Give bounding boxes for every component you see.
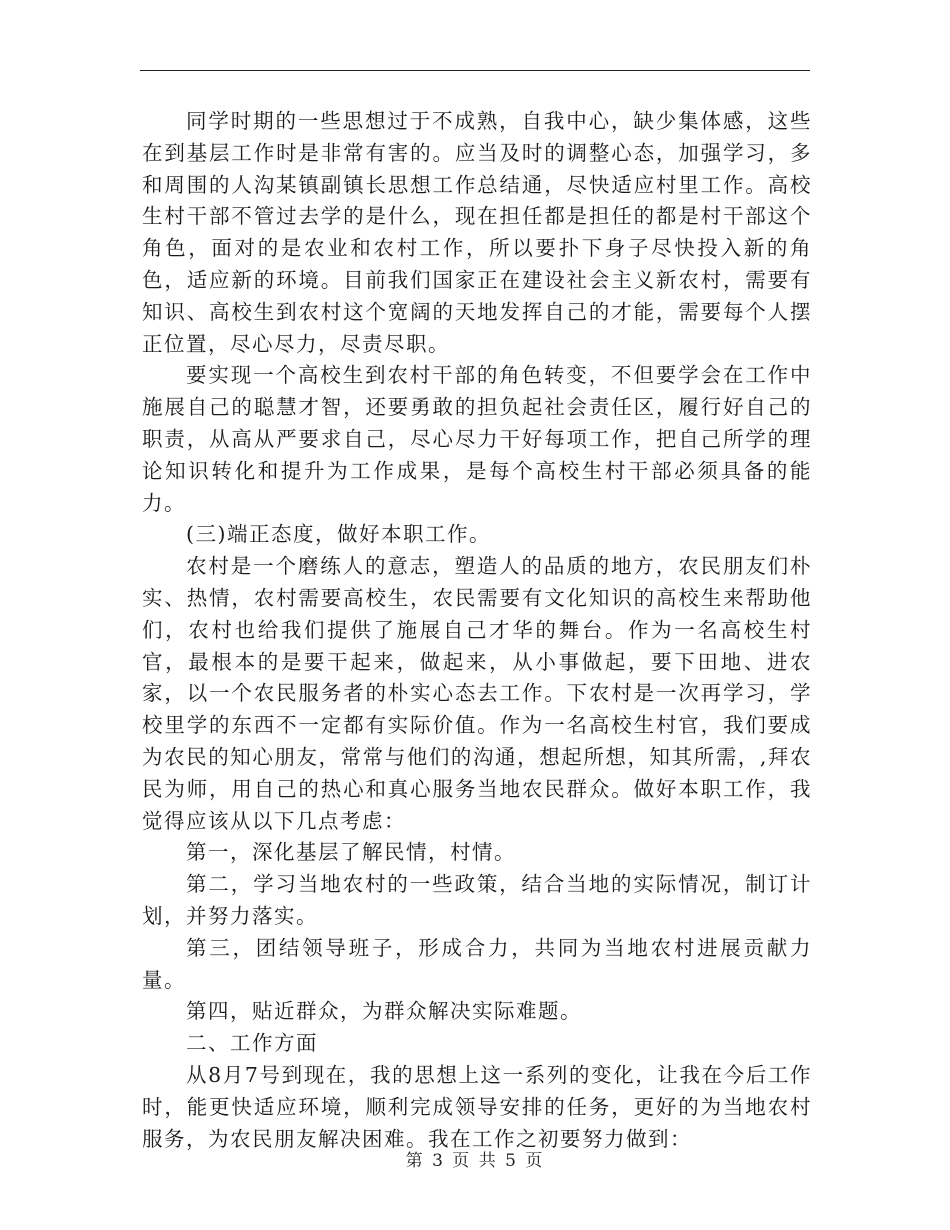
- section-heading-attitude: (三)端正态度，做好本职工作。: [186, 522, 491, 547]
- list-item-second: 第二，学习当地农村的一些政策，结合当地的实际情况，制订计划，并努力落实。: [142, 872, 812, 928]
- paragraph-role-change: 要实现一个高校生到农村干部的角色转变，不但要学会在工作中施展自己的聪慧才智，还要勇敢的担负起社会责任区，履行好自己的职责，从高从严要求自己，尽心尽力干好每项工作，把自己所学的理论知识转化和提升为工作成果，是每个高校生村干部必须具备的能力。: [142, 363, 812, 515]
- list-item-fourth: 第四，贴近群众，为群众解决实际难题。: [186, 999, 582, 1024]
- paragraph-mindset: 同学时期的一些思想过于不成熟，自我中心，缺少集体感，这些在到基层工作时是非常有害的。应当及时的调整心态，加强学习，多和周围的人沟某镇副镇长思想工作总结通，尽快适应村里工作。高校生村干部不管过去学的是什么，现在担任都是担任的都是村干部这个角色，面对的是农业和农村工作，所以要扑下身子尽快投入新的角色，适应新的环境。目前我们国家正在建设社会主义新农村，需要有知识、高校生到农村这个宽阔的天地发挥自己的才能，需要每个人摆正位置，尽心尽力，尽责尽职。: [142, 109, 812, 356]
- list-item-first: 第一，深化基层了解民情，村情。: [186, 840, 516, 865]
- section-heading-work: 二、工作方面: [186, 1031, 318, 1056]
- header-rule: [140, 70, 810, 71]
- page-number: 第 3 页 共 5 页: [405, 1151, 545, 1171]
- list-item-third: 第三，团结领导班子，形成合力，共同为当地农村进展贡献力量。: [142, 935, 812, 992]
- paragraph-work-intro: 从8月7号到现在，我的思想上这一系列的变化，让我在今后工作时，能更快适应环境，顺利完成领导安排的任务，更好的为当地农村服务，为农民朋友解决困难。我在工作之初要努力做到：: [142, 1062, 812, 1151]
- document-body: [142, 106, 812, 1155]
- paragraph-rural-work: 农村是一个磨练人的意志，塑造人的品质的地方，农民朋友们朴实、热情，农村需要高校生，农民需要有文化知识的高校生来帮助他们，农村也给我们提供了施展自己才华的舞台。作为一名高校生村官，最根本的是要干起来，做起来，从小事做起，要下田地、进农家，以一个农民服务者的朴实心态去工作。下农村是一次再学习，学校里学的东西不一定都有实际价值。作为一名高校生村官，我们要成为农民的知心朋友，常常与他们的沟通，想起所想，知其所需，,拜农民为师，用自己的热心和真心服务当地农民群众。做好本职工作，我觉得应该从以下几点考虑：: [142, 554, 812, 833]
